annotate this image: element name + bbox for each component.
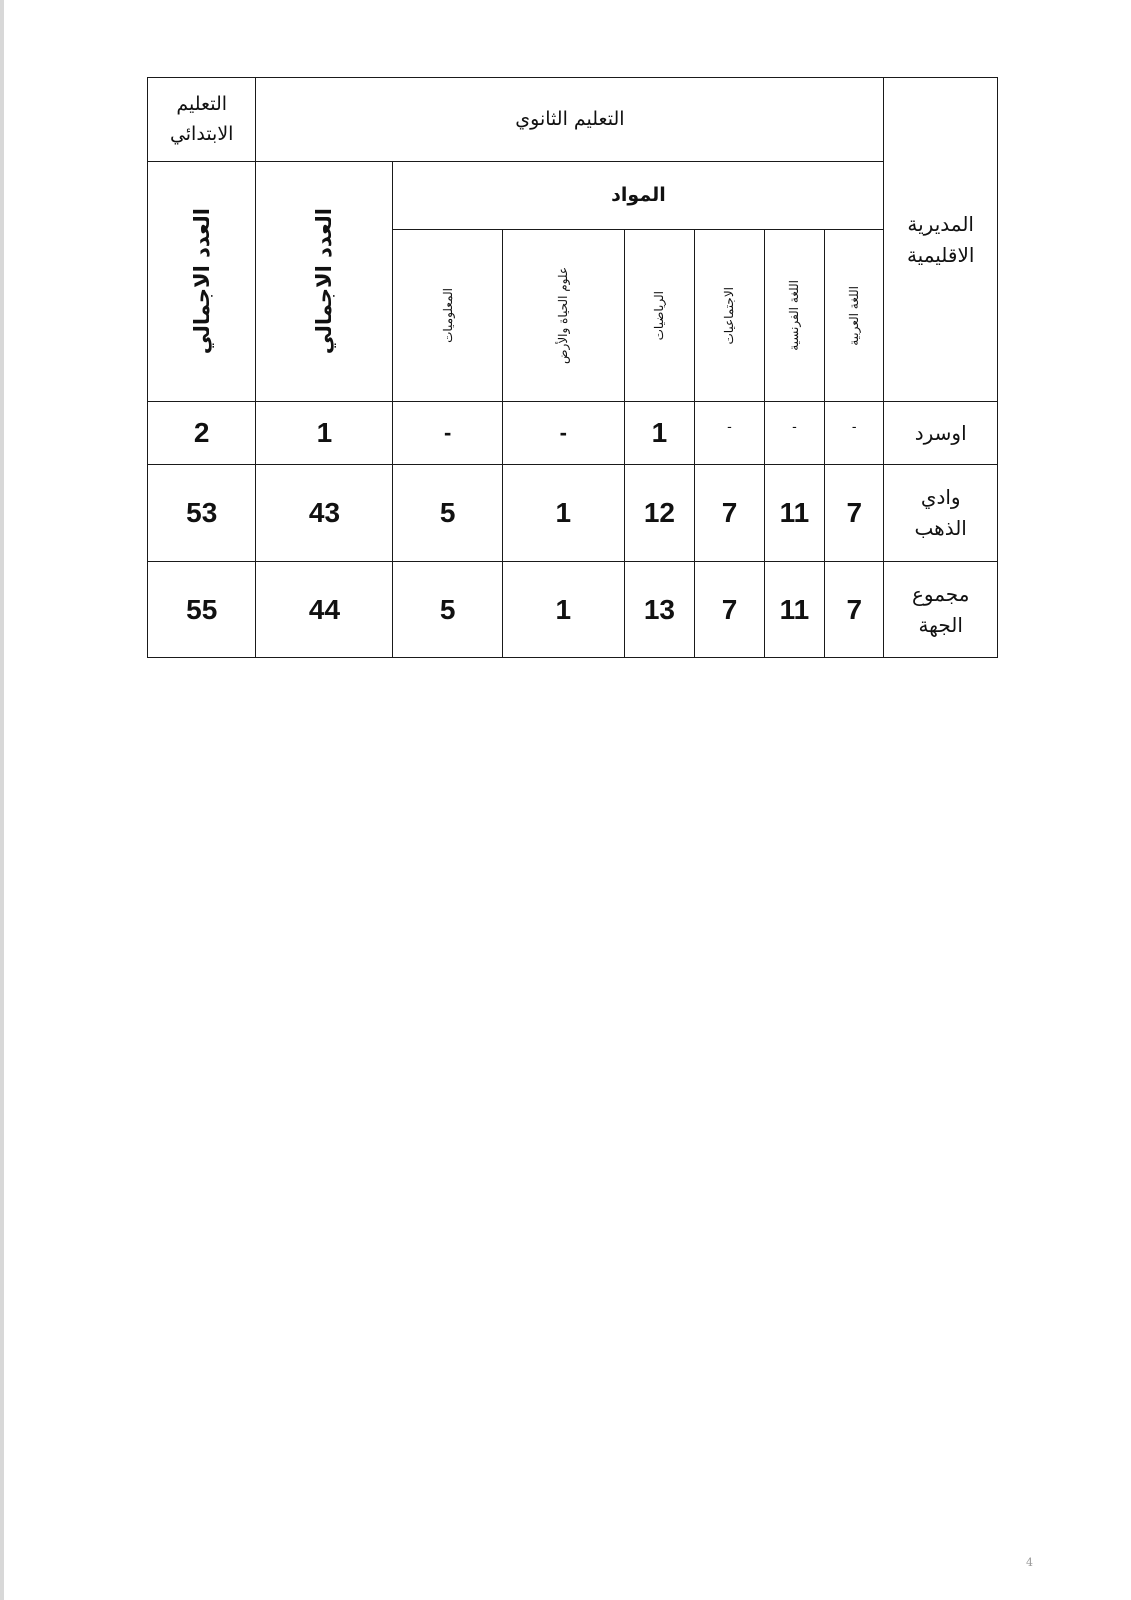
math-cell: 13: [624, 562, 695, 658]
svt-cell: 1: [502, 465, 624, 562]
header-row-1: [148, 78, 998, 162]
subject-mathematics: الرياضيات: [624, 230, 695, 402]
total-secondary-cell: 1: [256, 402, 393, 465]
page-number: 4: [1026, 1556, 1033, 1569]
subjects-header: المواد: [393, 162, 884, 230]
subject-social-studies: الاجتماعيات: [695, 230, 765, 402]
total-secondary-cell: 44: [256, 562, 393, 658]
informatics-cell: 5: [393, 562, 502, 658]
french-cell: 11: [764, 465, 824, 562]
math-cell: 12: [624, 465, 695, 562]
total-primary-cell: 53: [148, 465, 256, 562]
table-row: [148, 402, 998, 465]
social-cell: -: [695, 402, 765, 465]
informatics-cell: -: [393, 402, 502, 465]
primary-education-header: التعليم الابتدائي: [148, 78, 256, 162]
directorate-cell: اوسرد: [884, 402, 998, 465]
total-secondary-header: العدد الاجمالي: [256, 162, 393, 402]
directorate-cell: مجموع الجهة: [884, 562, 998, 658]
page-edge: [0, 0, 4, 1600]
arabic-cell: 7: [825, 562, 884, 658]
directorate-cell: وادي الذهب: [884, 465, 998, 562]
directorate-header: المديرية الاقليمية: [884, 78, 998, 402]
secondary-education-header: التعليم الثانوي: [256, 78, 884, 162]
svt-cell: 1: [502, 562, 624, 658]
statistics-table: [147, 77, 998, 658]
subject-arabic: اللغة العربية: [825, 230, 884, 402]
table-row: [148, 465, 998, 562]
social-cell: 7: [695, 562, 765, 658]
total-primary-cell: 2: [148, 402, 256, 465]
total-secondary-cell: 43: [256, 465, 393, 562]
french-cell: -: [764, 402, 824, 465]
social-cell: 7: [695, 465, 765, 562]
svt-cell: -: [502, 402, 624, 465]
french-cell: 11: [764, 562, 824, 658]
table-row: [148, 562, 998, 658]
total-primary-header: العدد الاجمالي: [148, 162, 256, 402]
header-row-2: [148, 162, 998, 230]
arabic-cell: 7: [825, 465, 884, 562]
arabic-cell: -: [825, 402, 884, 465]
subject-informatics: المعلوميات: [393, 230, 502, 402]
subject-life-earth-sciences: علوم الحياة والأرض: [502, 230, 624, 402]
subject-french: اللغة الفرنسية: [764, 230, 824, 402]
informatics-cell: 5: [393, 465, 502, 562]
total-primary-cell: 55: [148, 562, 256, 658]
math-cell: 1: [624, 402, 695, 465]
